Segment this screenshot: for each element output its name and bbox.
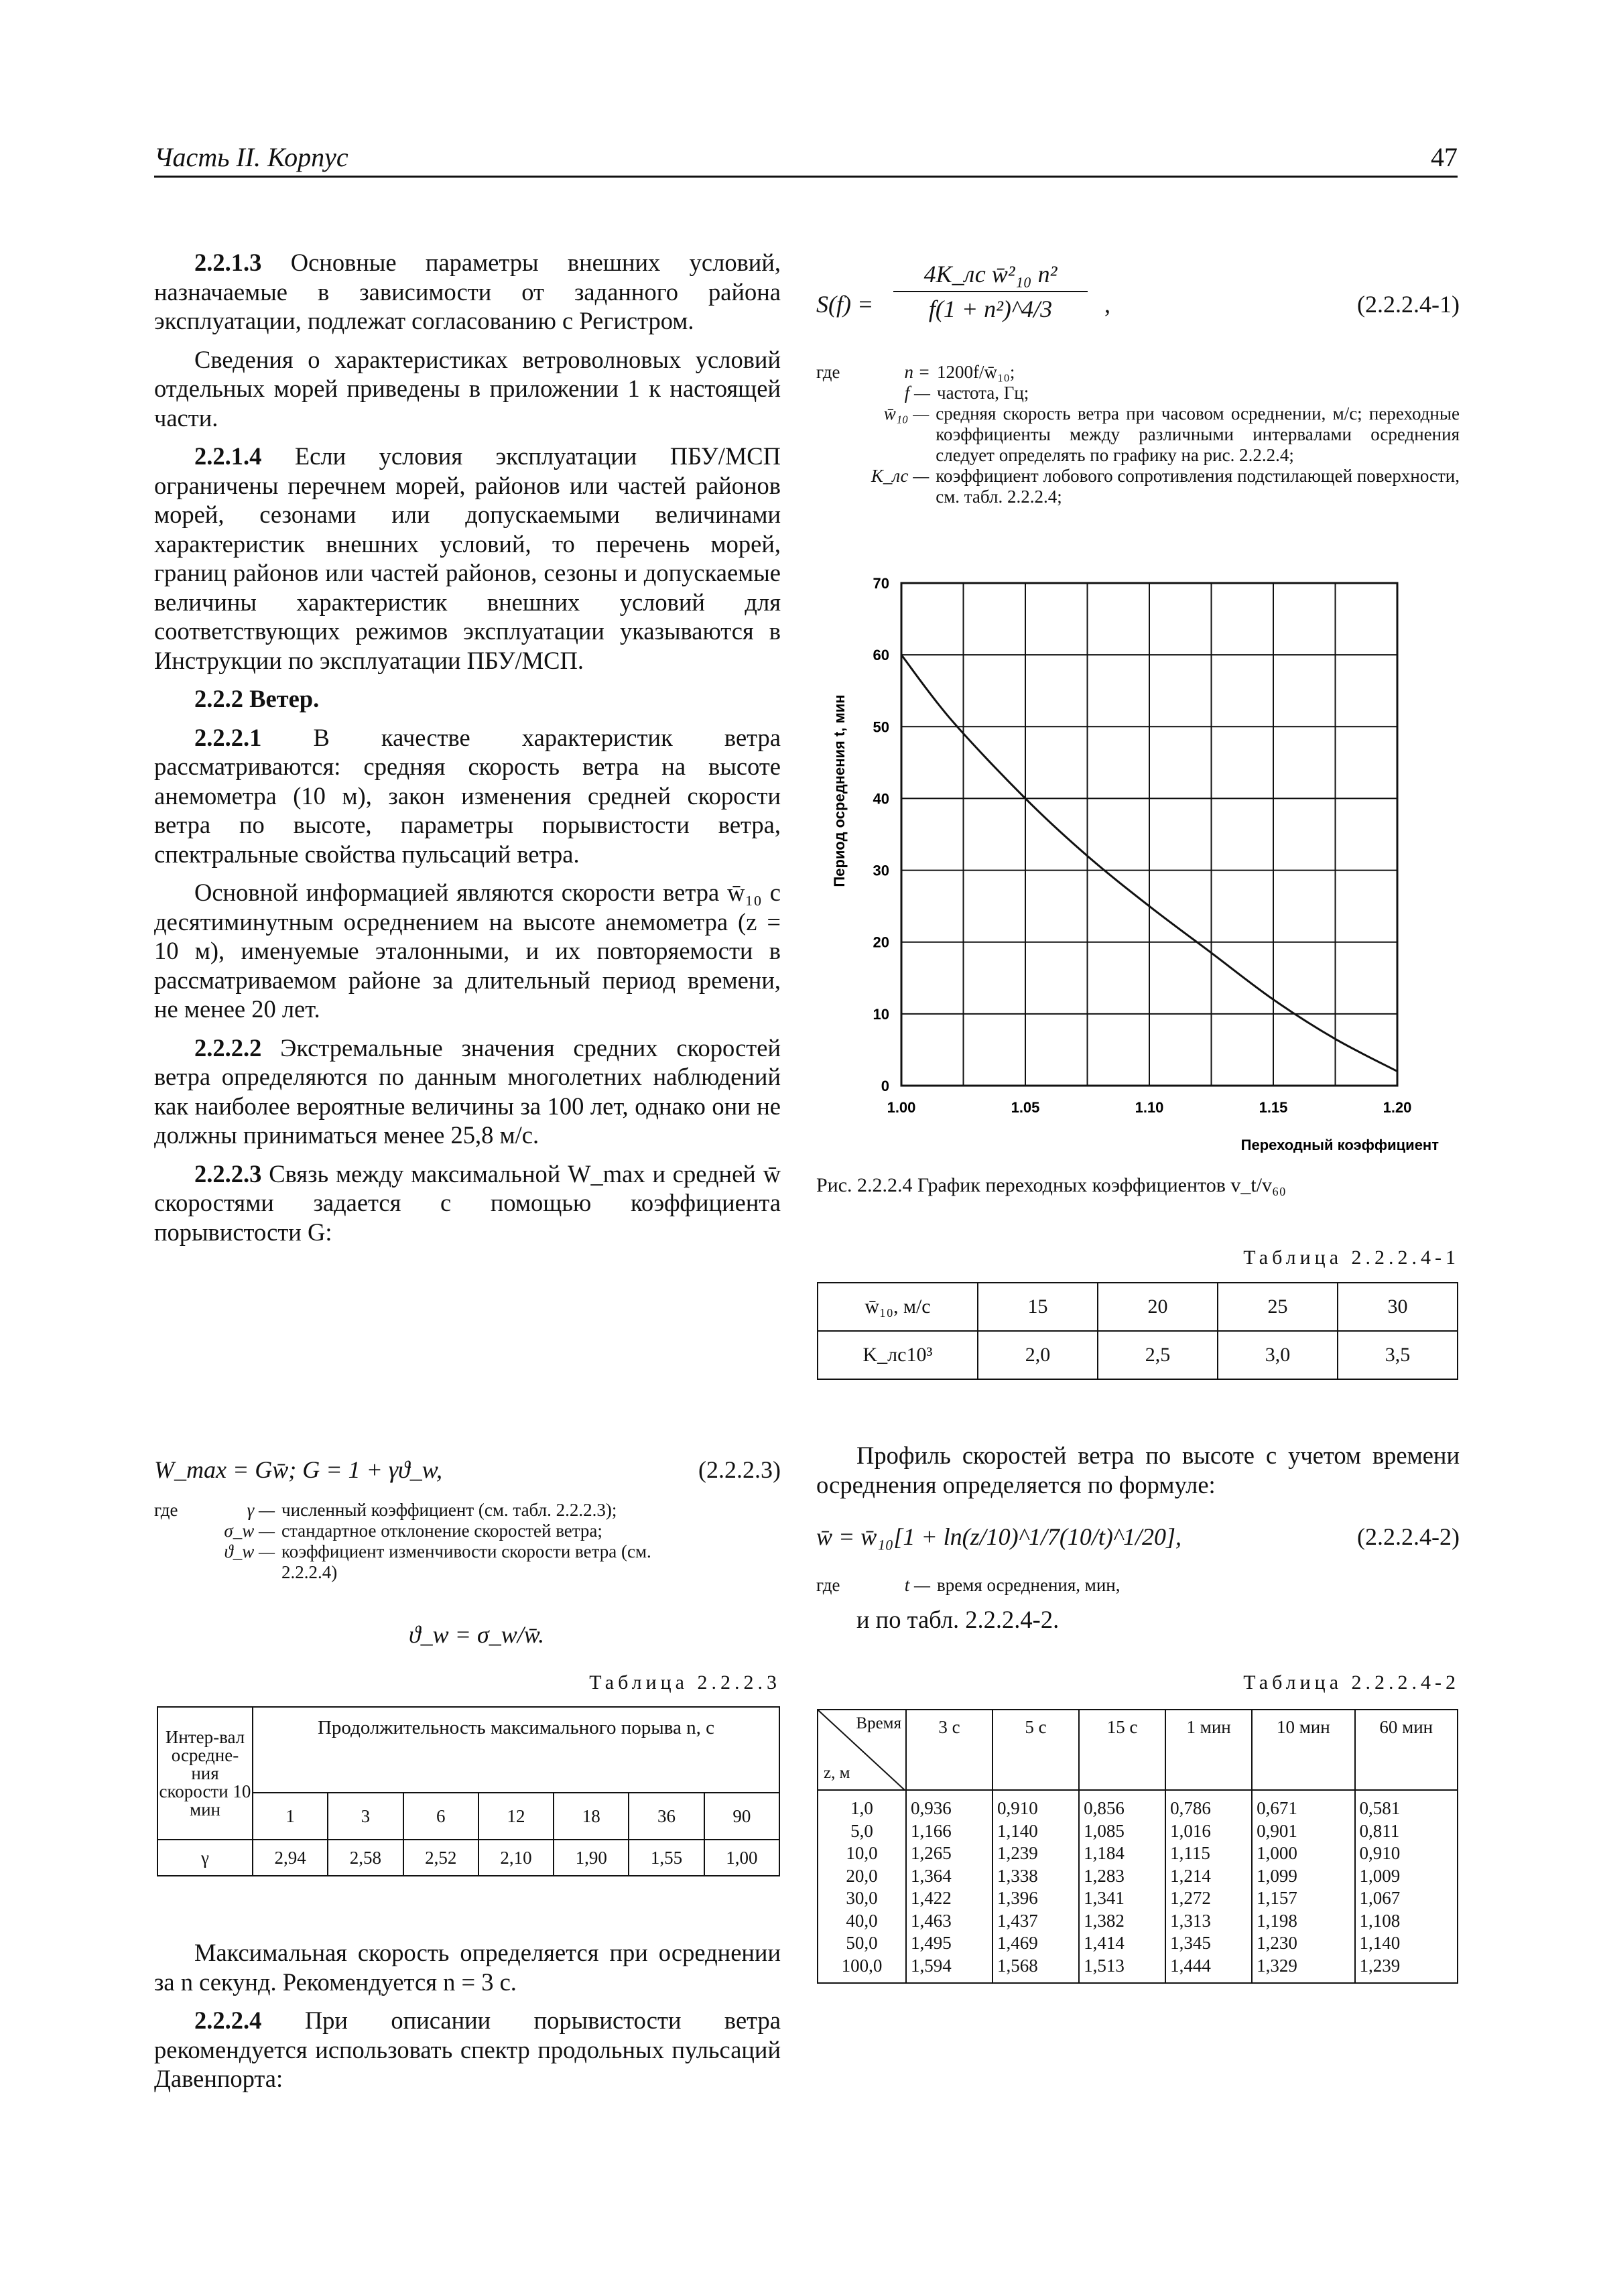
table-data-column <box>1165 1790 1252 1983</box>
table-cell-value: 1,214 <box>1170 1865 1211 1886</box>
where-item: K_лс — коэффициент лобового сопротивления подстилающей поверхности, см. табл. 2.2.2.4; <box>871 466 1460 507</box>
where-item: где γ — численный коэффициент (см. табл. 2.2.2.3); <box>154 1500 617 1520</box>
table-cell-value: 0,856 <box>1084 1798 1125 1818</box>
para-2-2-2-2: 2.2.2.2 Экстремальные значения средних скоростей ветра определяются по данным многолетних наблюдений как наиболее вероятные величины за 100 лет, однако они не должны приниматься менее 25,8 м/с. <box>154 1033 781 1149</box>
chart-y-label: Период осреднения t, мин <box>831 694 848 887</box>
table-cell-n: 12 <box>478 1793 554 1840</box>
table-cell-n: 18 <box>554 1793 629 1840</box>
running-title: Часть II. Корпус <box>154 142 348 172</box>
chart-y-tick-label: 60 <box>873 647 889 664</box>
table-col-header: 15 с <box>1079 1710 1165 1790</box>
table-cell-value: 1,184 <box>1084 1843 1125 1863</box>
chart-y-tick-label: 0 <box>881 1078 889 1094</box>
table-cell: 15 <box>978 1283 1098 1331</box>
table-cell: 3,5 <box>1338 1331 1458 1379</box>
where-item: где n = 1200f/w̄₁₀; <box>816 362 1015 382</box>
table-cell-z: 1,0 <box>850 1798 873 1818</box>
table-data-column <box>1252 1790 1354 1983</box>
table-cell-value: 1,382 <box>1084 1910 1125 1931</box>
table-cell-z: 50,0 <box>846 1933 878 1953</box>
table-cell-value: 1,099 <box>1257 1865 1297 1886</box>
table-cell-value: 1,000 <box>1257 1843 1297 1863</box>
chart-y-tick-label: 40 <box>873 790 889 808</box>
table-cell-value: 1,469 <box>997 1933 1038 1953</box>
table-cell: 30 <box>1338 1283 1458 1331</box>
chart-x-tick-label: 1.10 <box>1135 1099 1164 1116</box>
transition-coefficient-chart <box>814 570 1458 1153</box>
chart-x-tick-label: 1.00 <box>887 1099 916 1116</box>
table-col-header: 3 с <box>906 1710 992 1790</box>
chart-x-tick-label: 1.20 <box>1383 1099 1412 1116</box>
para-2-2-1-4: 2.2.1.4 Если условия эксплуатации ПБУ/МСП ограничены перечнем морей, районов или частей районов морей, сезонами или допускаемыми величинами характеристик внешних условий, то перечень морей, границ районов или частей районов, сезоны и допускаемые величины характеристик внешних условий для соответствующих режимов эксплуатации указываются в Инструкции по эксплуатации ПБУ/МСП. <box>154 442 781 674</box>
table-cell-n: 1 <box>253 1793 328 1840</box>
table-cell-value: 1,009 <box>1359 1865 1401 1886</box>
formula-denominator: f(1 + n²)^4/3 <box>928 296 1053 322</box>
table-cell-gamma: 1,00 <box>704 1840 779 1876</box>
where-item-t: где t — время осреднения, мин, <box>816 1575 1120 1595</box>
table-cell: 3,0 <box>1218 1331 1338 1379</box>
section-heading-wind: 2.2.2 Ветер. <box>194 685 320 712</box>
table-corner-cell: Время z, м <box>818 1710 906 1790</box>
chart-y-ticks <box>873 575 889 1094</box>
table-cell-value: 0,910 <box>997 1798 1038 1818</box>
table-cell-gamma: 1,55 <box>629 1840 704 1876</box>
table-data-column <box>992 1790 1079 1983</box>
table-cell-value: 1,495 <box>911 1933 952 1953</box>
where-item: ϑ_w — коэффициент изменчивости скорости ветра (см. 2.2.2.4) <box>224 1541 651 1582</box>
table-cell-value: 1,230 <box>1257 1933 1297 1953</box>
table-cell-value: 1,085 <box>1084 1820 1125 1841</box>
page-header <box>154 134 1458 178</box>
table-cell: 25 <box>1218 1283 1338 1331</box>
where-item: σ_w — стандартное отклонение скоростей ветра; <box>224 1521 602 1541</box>
para-see-table: и по табл. 2.2.2.4-2. <box>856 1606 1060 1633</box>
chart-y-tick-label: 30 <box>873 862 889 879</box>
chart-x-label: Переходный коэффициент <box>1240 1137 1439 1153</box>
table-caption-2-2-2-3: Таблица 2.2.2.3 <box>589 1671 781 1694</box>
table-cell-z: 5,0 <box>850 1820 873 1841</box>
table-cell-value: 1,444 <box>1170 1955 1211 1976</box>
para-2-2-2-4: 2.2.2.4 При описании порывистости ветра рекомендуется использовать спектр продольных пульсаций Давенпорта: <box>154 2006 781 2092</box>
table-cell-value: 0,581 <box>1359 1798 1401 1818</box>
chart-x-ticks <box>887 1099 1412 1116</box>
table-cell-value: 1,313 <box>1170 1910 1211 1931</box>
para-profile: Профиль скоростей ветра по высоте с учетом времени осреднения определяется по формуле: <box>816 1442 1460 1498</box>
table-cell-value: 1,140 <box>1359 1933 1401 1953</box>
chart-y-tick-label: 70 <box>873 575 889 592</box>
table-cell-value: 0,671 <box>1257 1798 1297 1818</box>
where-item: w̄₁₀ — средняя скорость ветра при часовом осреднении, м/с; переходные коэффициенты между различными интервалами осреднения следует определять по графику на рис. 2.2.2.4; <box>883 403 1460 465</box>
left-column-bottom <box>154 1938 781 2103</box>
table-row-label-drag: K_лс10³ <box>818 1331 978 1379</box>
table-cell-value: 0,811 <box>1359 1820 1400 1841</box>
formula-variability: ϑ_w = σ_w/w̄. <box>409 1621 545 1648</box>
table-cell-value: 1,239 <box>1359 1955 1401 1976</box>
table-col-header: 1 мин <box>1165 1710 1252 1790</box>
table-cell-value: 1,272 <box>1170 1888 1211 1908</box>
table-cell-value: 1,513 <box>1084 1955 1125 1976</box>
para-main-info: Основной информацией являются скорости ветра w̄₁₀ с десятиминутным осреднением на высоте анемометра (z = 10 м), именуемые эталонными, и их повторяемости в рассматриваемом районе за длительный период времени, не менее 20 лет. <box>154 879 781 1023</box>
table-cell-value: 1,345 <box>1170 1933 1211 1953</box>
table-cell-value: 1,166 <box>911 1820 952 1841</box>
chart-y-tick-label: 10 <box>873 1005 889 1023</box>
table-cell-value: 1,157 <box>1257 1888 1297 1908</box>
chart-y-tick-label: 20 <box>873 934 889 951</box>
table-z-column <box>818 1790 906 1983</box>
table-cell-value: 1,594 <box>911 1955 952 1976</box>
para-sea-info: Сведения о характеристиках ветроволновых условий отдельных морей приведены в приложении 1 к настоящей части. <box>154 345 781 432</box>
table-cell-n: 36 <box>629 1793 704 1840</box>
table-col-header: 60 мин <box>1355 1710 1458 1790</box>
table-cell-value: 1,364 <box>911 1865 952 1886</box>
para-max-speed: Максимальная скорость определяется при осреднении за n секунд. Рекомендуется n = 3 с. <box>154 1939 781 1996</box>
table-header-interval: Интер-вал осредне-ния скорости 10 мин <box>157 1707 253 1840</box>
table-cell-value: 0,936 <box>911 1798 952 1818</box>
table-cell-value: 1,115 <box>1170 1843 1210 1863</box>
formula-2-2-2-3: W_max = Gw̄; G = 1 + γϑ_w, (2.2.2.3) <box>154 1456 781 1483</box>
table-cell-value: 1,422 <box>911 1888 952 1908</box>
where-list-davenport <box>816 362 1460 507</box>
table-cell-gamma: 1,90 <box>554 1840 629 1876</box>
table-cell-value: 1,283 <box>1084 1865 1125 1886</box>
para-2-2-1-3: 2.2.1.3 Основные параметры внешних условий, назначаемые в зависимости от заданного района эксплуатации, подлежат согласованию с Регистром. <box>154 249 781 334</box>
table-cell-value: 1,341 <box>1084 1888 1125 1908</box>
table-cell-gamma: 2,94 <box>253 1840 328 1876</box>
table-caption-2-2-2-4-1: Таблица 2.2.2.4-1 <box>1243 1247 1460 1269</box>
table-data-column <box>906 1790 992 1983</box>
table-cell-value: 1,568 <box>997 1955 1038 1976</box>
table-cell: 20 <box>1098 1283 1218 1331</box>
page-number: 47 <box>1431 142 1458 172</box>
table-cell-gamma: 2,10 <box>478 1840 554 1876</box>
table-2-2-2-3 <box>157 1706 780 1876</box>
table-cell-z: 40,0 <box>846 1910 878 1931</box>
formula-2-2-2-4-1: S(f) = 4K_лс w̄²₁₀ n² f(1 + n²)^4/3 , (2.2.2.4-1) <box>816 261 1460 322</box>
table-cell-value: 1,239 <box>997 1843 1038 1863</box>
table-2-2-2-4-1 <box>817 1282 1458 1380</box>
table-cell-value: 1,140 <box>997 1820 1038 1841</box>
chart-grid <box>901 583 1397 1086</box>
table-header-duration: Продолжительность максимального порыва n, с <box>253 1707 779 1793</box>
table-cell-value: 1,016 <box>1170 1820 1211 1841</box>
table-data-column <box>1079 1790 1165 1983</box>
table-col-header: 10 мин <box>1252 1710 1354 1790</box>
table-cell: 2,5 <box>1098 1331 1218 1379</box>
table-cell-z: 20,0 <box>846 1865 878 1886</box>
table-cell-value: 0,910 <box>1359 1843 1401 1863</box>
table-cell-value: 1,329 <box>1257 1955 1297 1976</box>
chart-x-tick-label: 1.05 <box>1011 1099 1040 1116</box>
table-caption-2-2-2-4-2: Таблица 2.2.2.4-2 <box>1243 1671 1460 1694</box>
table-cell-value: 1,265 <box>911 1843 952 1863</box>
table-data-column <box>1355 1790 1458 1983</box>
table-cell-value: 1,437 <box>997 1910 1038 1931</box>
table-cell-z: 30,0 <box>846 1888 878 1908</box>
table-cell-n: 3 <box>328 1793 403 1840</box>
table-cell-z: 100,0 <box>841 1955 883 1976</box>
table-cell-value: 1,463 <box>911 1910 952 1931</box>
table-cell-value: 0,786 <box>1170 1798 1211 1818</box>
table-row-label-gamma: γ <box>157 1840 253 1876</box>
chart-y-tick-label: 50 <box>873 718 889 736</box>
table-cell-gamma: 2,52 <box>403 1840 478 1876</box>
table-cell-gamma: 2,58 <box>328 1840 403 1876</box>
table-cell-z: 10,0 <box>846 1843 878 1863</box>
formula-numerator: 4K_лс w̄²₁₀ n² <box>893 260 1088 292</box>
table-cell-value: 1,067 <box>1359 1888 1401 1908</box>
table-cell-value: 0,901 <box>1257 1820 1297 1841</box>
table-row-label-speed: w̄₁₀, м/с <box>818 1283 978 1331</box>
left-column <box>154 248 781 1256</box>
chart-x-tick-label: 1.15 <box>1259 1099 1288 1116</box>
table-cell-value: 1,396 <box>997 1888 1038 1908</box>
table-cell: 2,0 <box>978 1331 1098 1379</box>
table-cell-value: 1,108 <box>1359 1910 1401 1931</box>
table-cell-value: 1,414 <box>1084 1933 1125 1953</box>
para-2-2-2-3: 2.2.2.3 Связь между максимальной W_max и средней w̄ скоростями задается с помощью коэффициента порывистости G: <box>154 1159 781 1246</box>
table-col-header: 5 с <box>992 1710 1079 1790</box>
table-2-2-2-4-2 <box>817 1709 1458 1984</box>
table-cell-value: 1,198 <box>1257 1910 1297 1931</box>
table-cell-n: 6 <box>403 1793 478 1840</box>
where-list-gamma <box>154 1500 781 1583</box>
para-2-2-2-1: 2.2.2.1 В качестве характеристик ветра рассматриваются: средняя скорость ветра на высоте анемометра (10 м), закон изменения средней скорости ветра по высоте, параметры порывистости ветра, спектральные свойства пульсаций ветра. <box>154 723 781 868</box>
table-cell-value: 1,338 <box>997 1865 1038 1886</box>
table-cell-n: 90 <box>704 1793 779 1840</box>
formula-2-2-2-4-2: w̄ = w̄₁₀[1 + ln(z/10)^1/7(10/t)^1/20], (2.2.2.4-2) <box>816 1523 1460 1550</box>
where-item: f — частота, Гц; <box>904 383 1029 403</box>
figure-caption: Рис. 2.2.2.4 График переходных коэффициентов v_t/v₆₀ <box>816 1174 1286 1196</box>
